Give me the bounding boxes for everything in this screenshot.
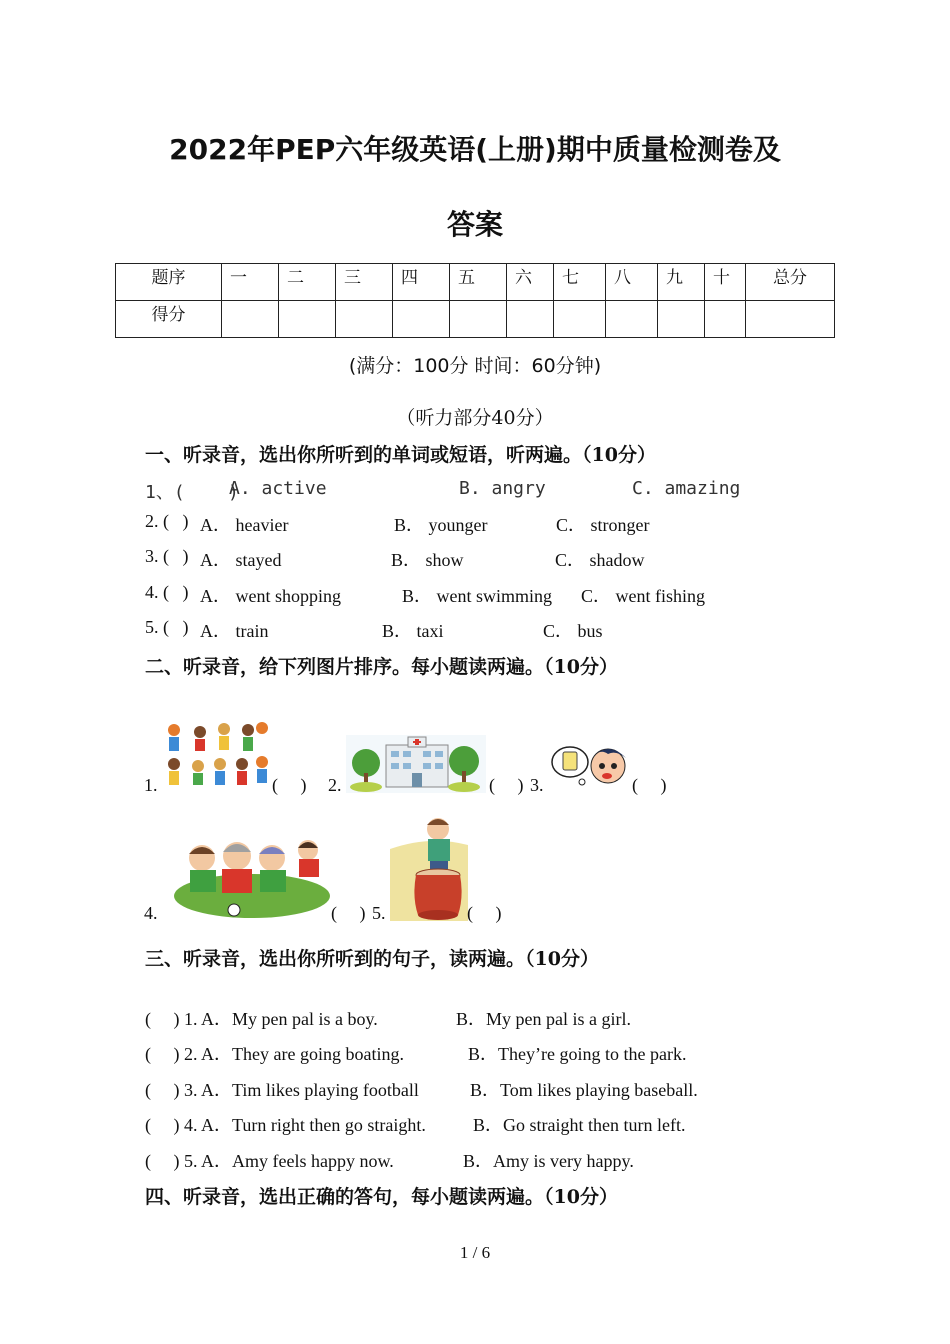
cell-defen: 得分 [116, 301, 222, 338]
section-2-heading: 二、听录音，给下列图片排序。每小题读两遍。（10分） [145, 656, 618, 678]
cell-10: 十 [705, 264, 746, 301]
s1-q5-num: 5. ( ) [145, 617, 189, 637]
score-table-header-row [116, 264, 835, 301]
s3-item-2-b: B．They’re going to the park. [468, 1044, 687, 1064]
title-line-1: 2022年PEP六年级英语(上册)期中质量检测卷及 [169, 133, 781, 166]
cell-total: 总分 [746, 264, 835, 301]
score-cell [606, 301, 658, 338]
s3-item-5-b: B．Amy is very happy. [463, 1151, 634, 1171]
cell-1: 一 [222, 264, 279, 301]
s3-item-2-a: ( ) 2. A．They are going boating. [145, 1044, 404, 1064]
s1-q4-b: B． went swimming [402, 586, 553, 606]
s1-q5-c: C． bus [543, 621, 603, 641]
s1-q1-c: C. amazing [632, 478, 741, 499]
score-cell [746, 301, 835, 338]
pic-2-number: 2. [328, 775, 342, 795]
s3-item-4-b: B．Go straight then turn left. [473, 1115, 686, 1135]
pic-5-blank[interactable]: ( ) [467, 903, 502, 923]
pic-1-blank[interactable]: ( ) [272, 775, 307, 795]
s3-item-1-a: ( ) 1. A．My pen pal is a boy. [145, 1009, 378, 1029]
s1-q3-b: B． show [391, 550, 464, 570]
section-3-heading: 三、听录音，选出你所听到的句子，读两遍。（10分） [145, 948, 599, 970]
cell-tixu: 题序 [116, 264, 222, 301]
listening-part-label: （听力部分40分） [396, 407, 554, 429]
cell-6: 六 [507, 264, 554, 301]
exam-info: (满分：100分 时间：60分钟) [348, 355, 602, 377]
s1-q2-num: 2. ( ) [145, 511, 189, 531]
title-line-2: 答案 [446, 208, 503, 241]
s1-q2-b: B． younger [394, 515, 488, 535]
pic-4-number: 4. [144, 903, 158, 923]
pic-3-number: 3. [530, 775, 544, 795]
s1-q1-num: 1、( ) [145, 482, 239, 503]
s1-q4-c: C． went fishing [581, 586, 705, 606]
s1-q3-num: 3. ( ) [145, 546, 189, 566]
s1-q1-b: B. angry [459, 478, 546, 499]
score-cell [450, 301, 507, 338]
boy-on-drum-picture [390, 815, 468, 921]
score-table [115, 263, 835, 338]
s3-item-3-b: B．Tom likes playing baseball. [470, 1080, 698, 1100]
cell-3: 三 [336, 264, 393, 301]
s3-item-3-a: ( ) 3. A．Tim likes playing football [145, 1080, 419, 1100]
score-table-score-row [116, 301, 835, 338]
s1-q4-a: A． went shopping [200, 586, 341, 606]
cell-2: 二 [279, 264, 336, 301]
cell-7: 七 [554, 264, 606, 301]
s1-q5-a: A． train [200, 621, 269, 641]
cell-4: 四 [393, 264, 450, 301]
pic-5-number: 5. [372, 903, 386, 923]
pic-1-number: 1. [144, 775, 158, 795]
section-1-heading: 一、听录音，选出你所听到的单词或短语，听两遍。（10分） [145, 444, 656, 466]
children-dancing-picture [162, 720, 272, 792]
pic-2-blank[interactable]: ( ) [489, 775, 524, 795]
cell-9: 九 [658, 264, 705, 301]
score-cell [705, 301, 746, 338]
score-cell [336, 301, 393, 338]
s1-q2-c: C． stronger [556, 515, 650, 535]
s3-item-4-a: ( ) 4. A．Turn right then go straight. [145, 1115, 426, 1135]
cell-8: 八 [606, 264, 658, 301]
score-cell [658, 301, 705, 338]
s1-q3-a: A． stayed [200, 550, 282, 570]
page-number: 1 / 6 [459, 1243, 491, 1262]
score-cell [554, 301, 606, 338]
pic-3-blank[interactable]: ( ) [632, 775, 667, 795]
s3-item-1-b: B．My pen pal is a girl. [456, 1009, 631, 1029]
s1-q4-num: 4. ( ) [145, 582, 189, 602]
cell-5: 五 [450, 264, 507, 301]
score-cell [507, 301, 554, 338]
pic-4-blank[interactable]: ( ) [331, 903, 366, 923]
boys-playing-football-picture [172, 828, 330, 920]
s1-q3-c: C． shadow [555, 550, 645, 570]
score-cell [279, 301, 336, 338]
s1-q1-a: A. active [229, 478, 327, 499]
score-cell [393, 301, 450, 338]
section-4-heading: 四、听录音，选出正确的答句，每小题读两遍。（10分） [145, 1186, 618, 1208]
hospital-picture [346, 735, 486, 793]
thirsty-boy-picture [550, 740, 628, 792]
s1-q5-b: B． taxi [382, 621, 444, 641]
score-cell [222, 301, 279, 338]
s3-item-5-a: ( ) 5. A．Amy feels happy now. [145, 1151, 394, 1171]
s1-q2-a: A． heavier [200, 515, 289, 535]
